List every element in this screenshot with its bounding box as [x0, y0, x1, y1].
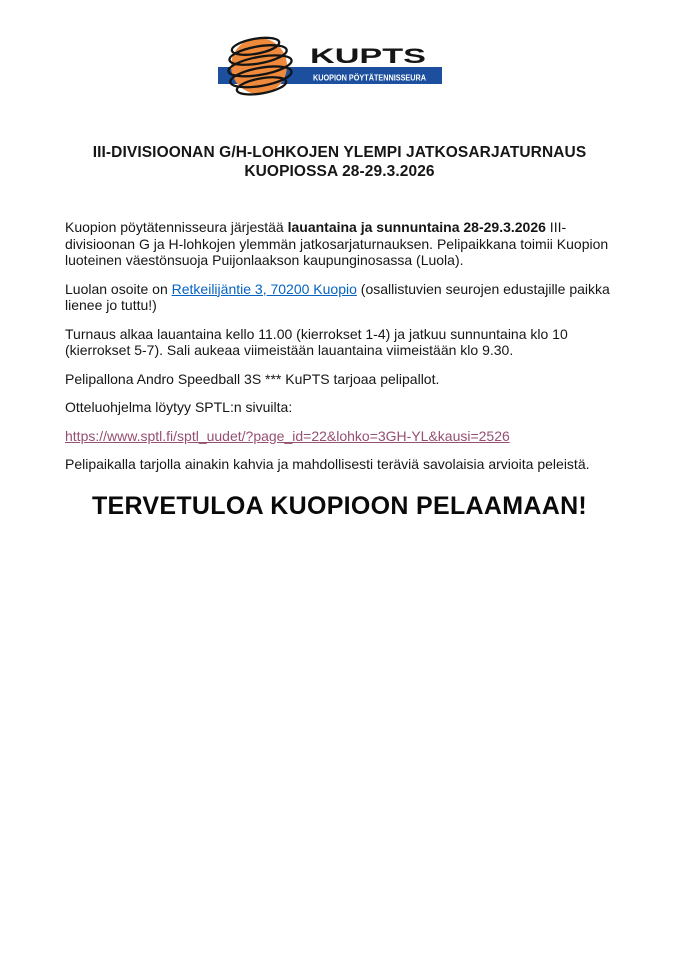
- text-run: Turnaus alkaa lauantaina kello 11.00 (kierrokset 1-4) ja jatkuu sunnuntaina klo 10 (kierrokset 5-7). Sali aukeaa viimeistään lauantaina viimeistään klo 9.30.: [65, 325, 568, 358]
- text-run: Luolan osoite on: [65, 280, 172, 297]
- paragraph-address: [65, 281, 621, 314]
- paragraph-program-info: [65, 399, 621, 416]
- text-run: III-divisioonan G ja H-lohkojen ylemmän jatkosarjaturnauksen. Pelipaikkana toimii Kuopion luoteinen väestönsuoja Puijonlaakson kaupunginosassa (Luola).: [65, 219, 609, 268]
- title-line-1: III-DIVISIOONAN G/H-LOHKOJEN YLEMPI JATKOSARJATURNAUS: [92, 144, 587, 161]
- text-run: (osallistuvien seurojen edustajille paikka lienee jo tuttu!): [65, 280, 610, 313]
- club-logo: [0, 0, 679, 98]
- address-link[interactable]: Retkeilijäntie 3, 70200 Kuopio: [171, 280, 357, 297]
- kupts-logo-graphic: [218, 36, 442, 98]
- paragraph-program-url: [65, 428, 621, 445]
- paragraph-balls: [65, 371, 621, 388]
- text-run: Kuopion pöytätennisseura järjestää: [65, 219, 288, 235]
- program-url-link[interactable]: https://www.sptl.fi/sptl_uudet/?page_id=22&lohko=3GH-YL&kausi=2526: [65, 427, 510, 444]
- paragraph-schedule: [65, 326, 621, 359]
- text-run: Pelipaikalla tarjolla ainakin kahvia ja mahdollisesti teräviä savolaisia arvioita peleistä.: [65, 456, 590, 472]
- paragraph-intro: [65, 219, 621, 269]
- title-line-2: KUOPIOSSA 28-29.3.2026: [244, 163, 435, 180]
- closing-heading: TERVETULOA KUOPIOON PELAAMAAN!: [91, 491, 588, 520]
- logo-banner-text: KUOPION PÖYTÄTENNISSEURA: [312, 73, 440, 83]
- body-content: [65, 219, 621, 473]
- text-run: lauantaina ja sunnuntaina 28-29.3.2026: [287, 219, 546, 235]
- paragraph-refreshments: [65, 456, 621, 473]
- logo-wordmark: KUPTS: [309, 45, 426, 68]
- text-run: Otteluohjelma löytyy SPTL:n sivuilta:: [65, 399, 293, 415]
- text-run: Pelipallona Andro Speedball 3S *** KuPTS tarjoaa pelipallot.: [65, 370, 440, 387]
- page-title: [0, 143, 679, 181]
